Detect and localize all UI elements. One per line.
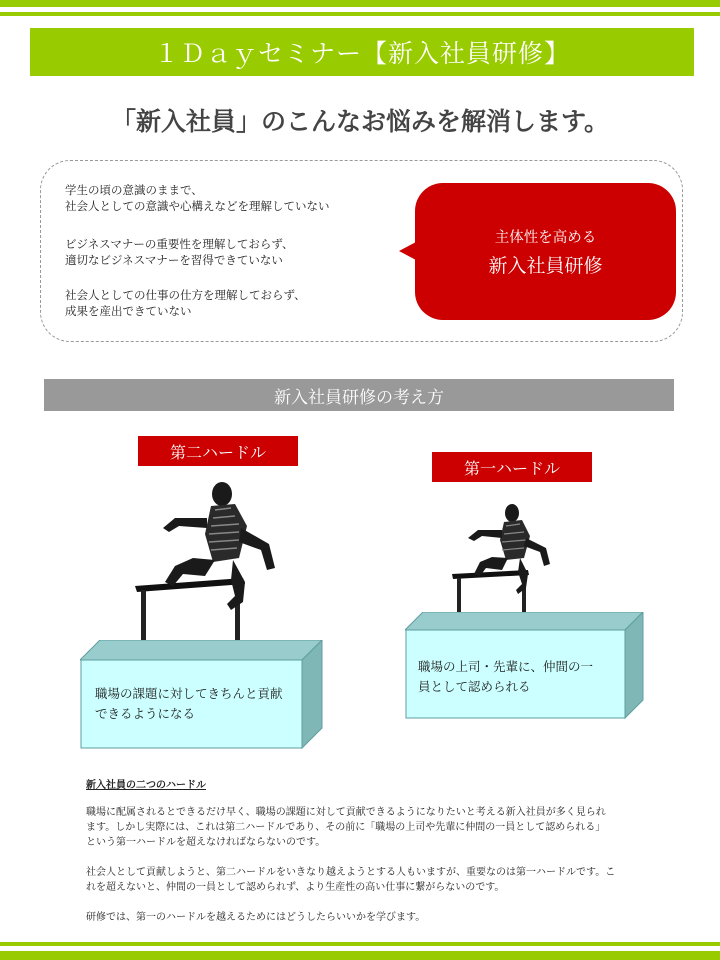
top-stripe-thin xyxy=(0,12,720,16)
top-stripe-thick xyxy=(0,0,720,7)
hurdler-small-illustration xyxy=(452,502,562,624)
section-title: 新入社員研修の考え方 xyxy=(44,379,674,411)
hurdle-bar-large xyxy=(135,578,245,649)
hurdler-large-illustration xyxy=(135,478,295,650)
second-hurdle-description: 職場の課題に対してきちんと貢献 できるようになる xyxy=(95,686,283,721)
bubble-title: 新入社員研修 xyxy=(488,254,603,277)
first-hurdle-description: 職場の上司・先輩に、仲間の一 員として認められる xyxy=(418,659,594,694)
runner-small xyxy=(468,504,550,594)
concern-item-3: 社会人としての仕事の仕方を理解しておらず、 成果を産出できていない xyxy=(65,288,306,318)
page-title: １Ｄａｙセミナー【新入社員研修】 xyxy=(30,28,694,76)
explanation-section xyxy=(86,778,646,940)
second-hurdle-label: 第二ハードル xyxy=(138,436,298,466)
first-hurdle-label: 第一ハードル xyxy=(432,452,592,482)
concern-item-1: 学生の頃の意識のままで、 社会人としての意識や心構えなどを理解していない xyxy=(65,183,330,213)
headline: 「新入社員」のこんなお悩みを解消します。 xyxy=(110,107,609,136)
explanation-heading: 新入社員の二つのハードル xyxy=(86,780,206,791)
runner-large xyxy=(163,482,275,610)
bubble-subtitle: 主体性を高める xyxy=(494,229,597,246)
speech-bubble xyxy=(415,183,676,320)
bottom-stripe-thick xyxy=(0,951,720,960)
bottom-stripe-thin xyxy=(0,942,720,946)
explanation-paragraph-3: 研修では、第一のハードルを越えるためにはどうしたらいいかを学びます。 xyxy=(86,912,426,923)
concern-item-2: ビジネスマナーの重要性を理解しておらず、 適切なビジネスマナーを習得できていない xyxy=(65,237,294,267)
speech-bubble-tail xyxy=(399,242,416,260)
explanation-paragraph-1: 職場に配属されるとできるだけ早く、職場の課題に対して貢献できるようになりたいと考える新入社員が多く見られ ます。しかし実際には、これは第二ハードルであり、その前に「職場の上司や先輩に仲間の一員として認められる」 という第一ハードルを超えなければならないのです。 xyxy=(86,807,606,848)
explanation-paragraph-2: 社会人として貢献しようと、第二ハードルをいきなり越えようとする人もいますが、重要なのは第一ハードルです。こ れを超えないと、仲間の一員として認められず、より生産性の高い仕事に繋がらないのです。 xyxy=(86,867,616,893)
